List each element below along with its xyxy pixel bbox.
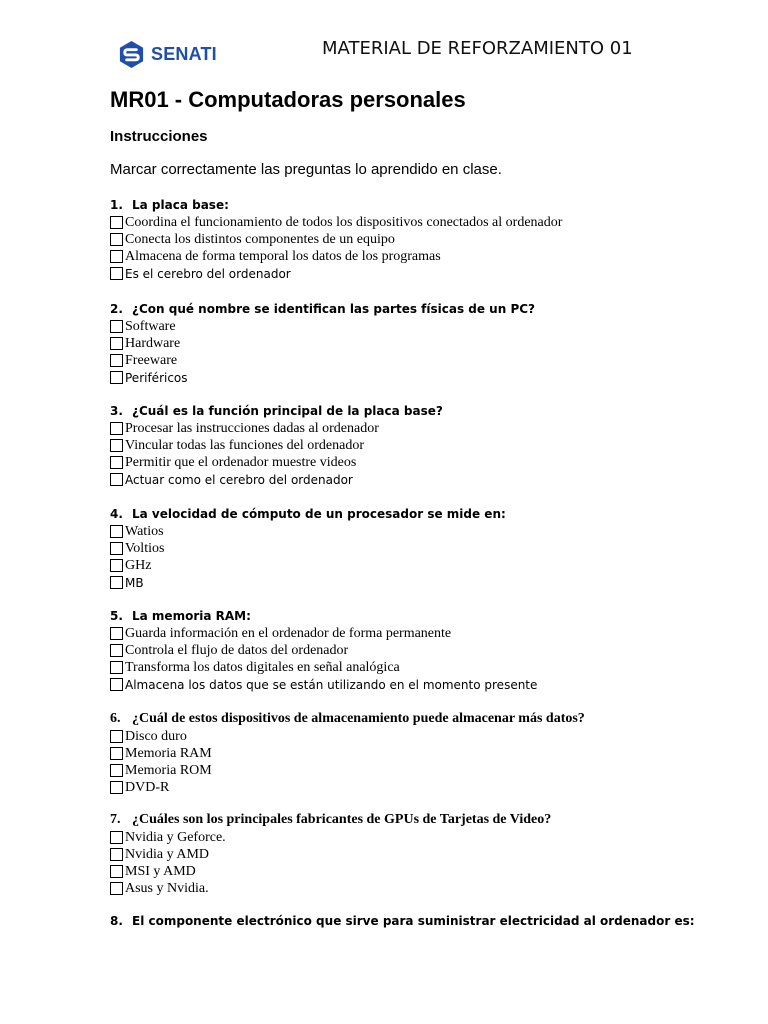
option-text: MB xyxy=(125,575,144,590)
question-title xyxy=(110,607,730,625)
answer-option[interactable] xyxy=(110,214,730,231)
option-text: Transforma los datos digitales en señal analógica xyxy=(125,659,400,675)
question-1 xyxy=(110,196,730,282)
answer-option[interactable] xyxy=(110,642,730,659)
document-header xyxy=(117,38,738,72)
question-title xyxy=(110,300,730,318)
answer-option[interactable] xyxy=(110,880,730,897)
question-text: ¿Cuál es la función principal de la placa base? xyxy=(132,404,443,418)
question-2 xyxy=(110,300,730,386)
question-text: La velocidad de cómputo de un procesador se mide en: xyxy=(132,507,506,521)
answer-option[interactable] xyxy=(110,863,730,880)
header-title: MATERIAL DE REFORZAMIENTO 01 xyxy=(322,38,633,59)
question-text: La memoria RAM: xyxy=(132,609,251,623)
answer-option[interactable] xyxy=(110,846,730,863)
question-title xyxy=(110,710,730,728)
checkbox[interactable] xyxy=(110,576,123,589)
senati-logo-icon xyxy=(117,40,146,69)
answer-option[interactable] xyxy=(110,420,730,437)
instructions-heading: Instrucciones xyxy=(110,128,208,145)
checkbox[interactable] xyxy=(110,831,123,844)
option-text: Almacena de forma temporal los datos de los programas xyxy=(125,248,441,264)
option-text: MSI y AMD xyxy=(125,863,196,879)
answer-option[interactable] xyxy=(110,248,730,265)
question-text: La placa base: xyxy=(132,198,229,212)
answer-option[interactable] xyxy=(110,557,730,574)
question-number: 4. xyxy=(110,507,123,521)
checkbox[interactable] xyxy=(110,320,123,333)
question-6 xyxy=(110,710,730,796)
option-text: Voltios xyxy=(125,540,165,556)
question-8 xyxy=(110,912,730,930)
option-text: Disco duro xyxy=(125,728,187,744)
answer-option[interactable] xyxy=(110,369,730,386)
option-text: Hardware xyxy=(125,335,181,351)
checkbox[interactable] xyxy=(110,559,123,572)
question-4 xyxy=(110,505,730,591)
question-title xyxy=(110,912,730,930)
question-number: 7. xyxy=(110,812,121,827)
question-title xyxy=(110,196,730,214)
checkbox[interactable] xyxy=(110,371,123,384)
option-text: Controla el flujo de datos del ordenador xyxy=(125,642,349,658)
checkbox[interactable] xyxy=(110,439,123,452)
option-text: Permitir que el ordenador muestre videos xyxy=(125,454,357,470)
answer-option[interactable] xyxy=(110,745,730,762)
option-text: Actuar como el cerebro del ordenador xyxy=(125,472,353,487)
option-text: Conecta los distintos componentes de un equipo xyxy=(125,231,395,247)
option-text: Guarda información en el ordenador de forma permanente xyxy=(125,625,452,641)
option-text: DVD-R xyxy=(125,779,170,795)
question-number: 1. xyxy=(110,198,123,212)
answer-option[interactable] xyxy=(110,676,730,693)
question-5 xyxy=(110,607,730,693)
question-title xyxy=(110,811,730,829)
checkbox[interactable] xyxy=(110,233,123,246)
question-text: ¿Cuáles son los principales fabricantes de GPUs de Tarjetas de Video? xyxy=(132,812,552,827)
checkbox[interactable] xyxy=(110,250,123,263)
answer-option[interactable] xyxy=(110,540,730,557)
answer-option[interactable] xyxy=(110,574,730,591)
answer-option[interactable] xyxy=(110,762,730,779)
checkbox[interactable] xyxy=(110,525,123,538)
checkbox[interactable] xyxy=(110,781,123,794)
checkbox[interactable] xyxy=(110,456,123,469)
question-title xyxy=(110,402,730,420)
question-title xyxy=(110,505,730,523)
answer-option[interactable] xyxy=(110,625,730,642)
checkbox[interactable] xyxy=(110,337,123,350)
answer-option[interactable] xyxy=(110,728,730,745)
answer-option[interactable] xyxy=(110,779,730,796)
option-text: Procesar las instrucciones dadas al ordenador xyxy=(125,420,379,436)
option-text: GHz xyxy=(125,557,152,573)
question-3 xyxy=(110,402,730,488)
instructions-text: Marcar correctamente las preguntas lo aprendido en clase. xyxy=(110,161,502,178)
checkbox[interactable] xyxy=(110,747,123,760)
checkbox[interactable] xyxy=(110,216,123,229)
answer-option[interactable] xyxy=(110,523,730,540)
option-text: Memoria ROM xyxy=(125,762,212,778)
checkbox[interactable] xyxy=(110,542,123,555)
option-text: Vincular todas las funciones del ordenador xyxy=(125,437,365,453)
option-text: Freeware xyxy=(125,352,178,368)
answer-option[interactable] xyxy=(110,829,730,846)
answer-option[interactable] xyxy=(110,437,730,454)
option-text: Asus y Nvidia. xyxy=(125,880,209,896)
question-7 xyxy=(110,811,730,897)
option-text: Coordina el funcionamiento de todos los dispositivos conectados al ordenador xyxy=(125,214,563,230)
option-text: Almacena los datos que se están utilizando en el momento presente xyxy=(125,677,538,692)
checkbox[interactable] xyxy=(110,730,123,743)
question-number: 2. xyxy=(110,302,123,316)
option-text: Software xyxy=(125,318,176,334)
checkbox[interactable] xyxy=(110,354,123,367)
page-title: MR01 - Computadoras personales xyxy=(110,87,466,112)
checkbox[interactable] xyxy=(110,678,123,691)
senati-logo xyxy=(117,40,217,69)
answer-option[interactable] xyxy=(110,471,730,488)
option-text: Periféricos xyxy=(125,370,188,385)
question-number: 3. xyxy=(110,404,123,418)
answer-option[interactable] xyxy=(110,265,730,282)
checkbox[interactable] xyxy=(110,473,123,486)
question-number: 8. xyxy=(110,914,123,928)
checkbox[interactable] xyxy=(110,882,123,895)
option-text: Nvidia y Geforce. xyxy=(125,829,226,845)
checkbox[interactable] xyxy=(110,627,123,640)
option-text: Watios xyxy=(125,523,164,539)
question-text: ¿Cuál de estos dispositivos de almacenamiento puede almacenar más datos? xyxy=(132,711,585,726)
answer-option[interactable] xyxy=(110,352,730,369)
checkbox[interactable] xyxy=(110,661,123,674)
answer-option[interactable] xyxy=(110,454,730,471)
answer-option[interactable] xyxy=(110,318,730,335)
option-text: Nvidia y AMD xyxy=(125,846,209,862)
question-text: ¿Con qué nombre se identifican las partes físicas de un PC? xyxy=(132,302,536,316)
answer-option[interactable] xyxy=(110,335,730,352)
checkbox[interactable] xyxy=(110,865,123,878)
question-number: 6. xyxy=(110,711,121,726)
checkbox[interactable] xyxy=(110,422,123,435)
answer-option[interactable] xyxy=(110,231,730,248)
option-text: Memoria RAM xyxy=(125,745,212,761)
question-text: El componente electrónico que sirve para suministrar electricidad al ordenador es: xyxy=(132,914,695,928)
checkbox[interactable] xyxy=(110,848,123,861)
checkbox[interactable] xyxy=(110,764,123,777)
checkbox[interactable] xyxy=(110,267,123,280)
checkbox[interactable] xyxy=(110,644,123,657)
logo-text: SENATI xyxy=(151,44,217,64)
answer-option[interactable] xyxy=(110,659,730,676)
option-text: Es el cerebro del ordenador xyxy=(125,266,291,281)
question-number: 5. xyxy=(110,609,123,623)
